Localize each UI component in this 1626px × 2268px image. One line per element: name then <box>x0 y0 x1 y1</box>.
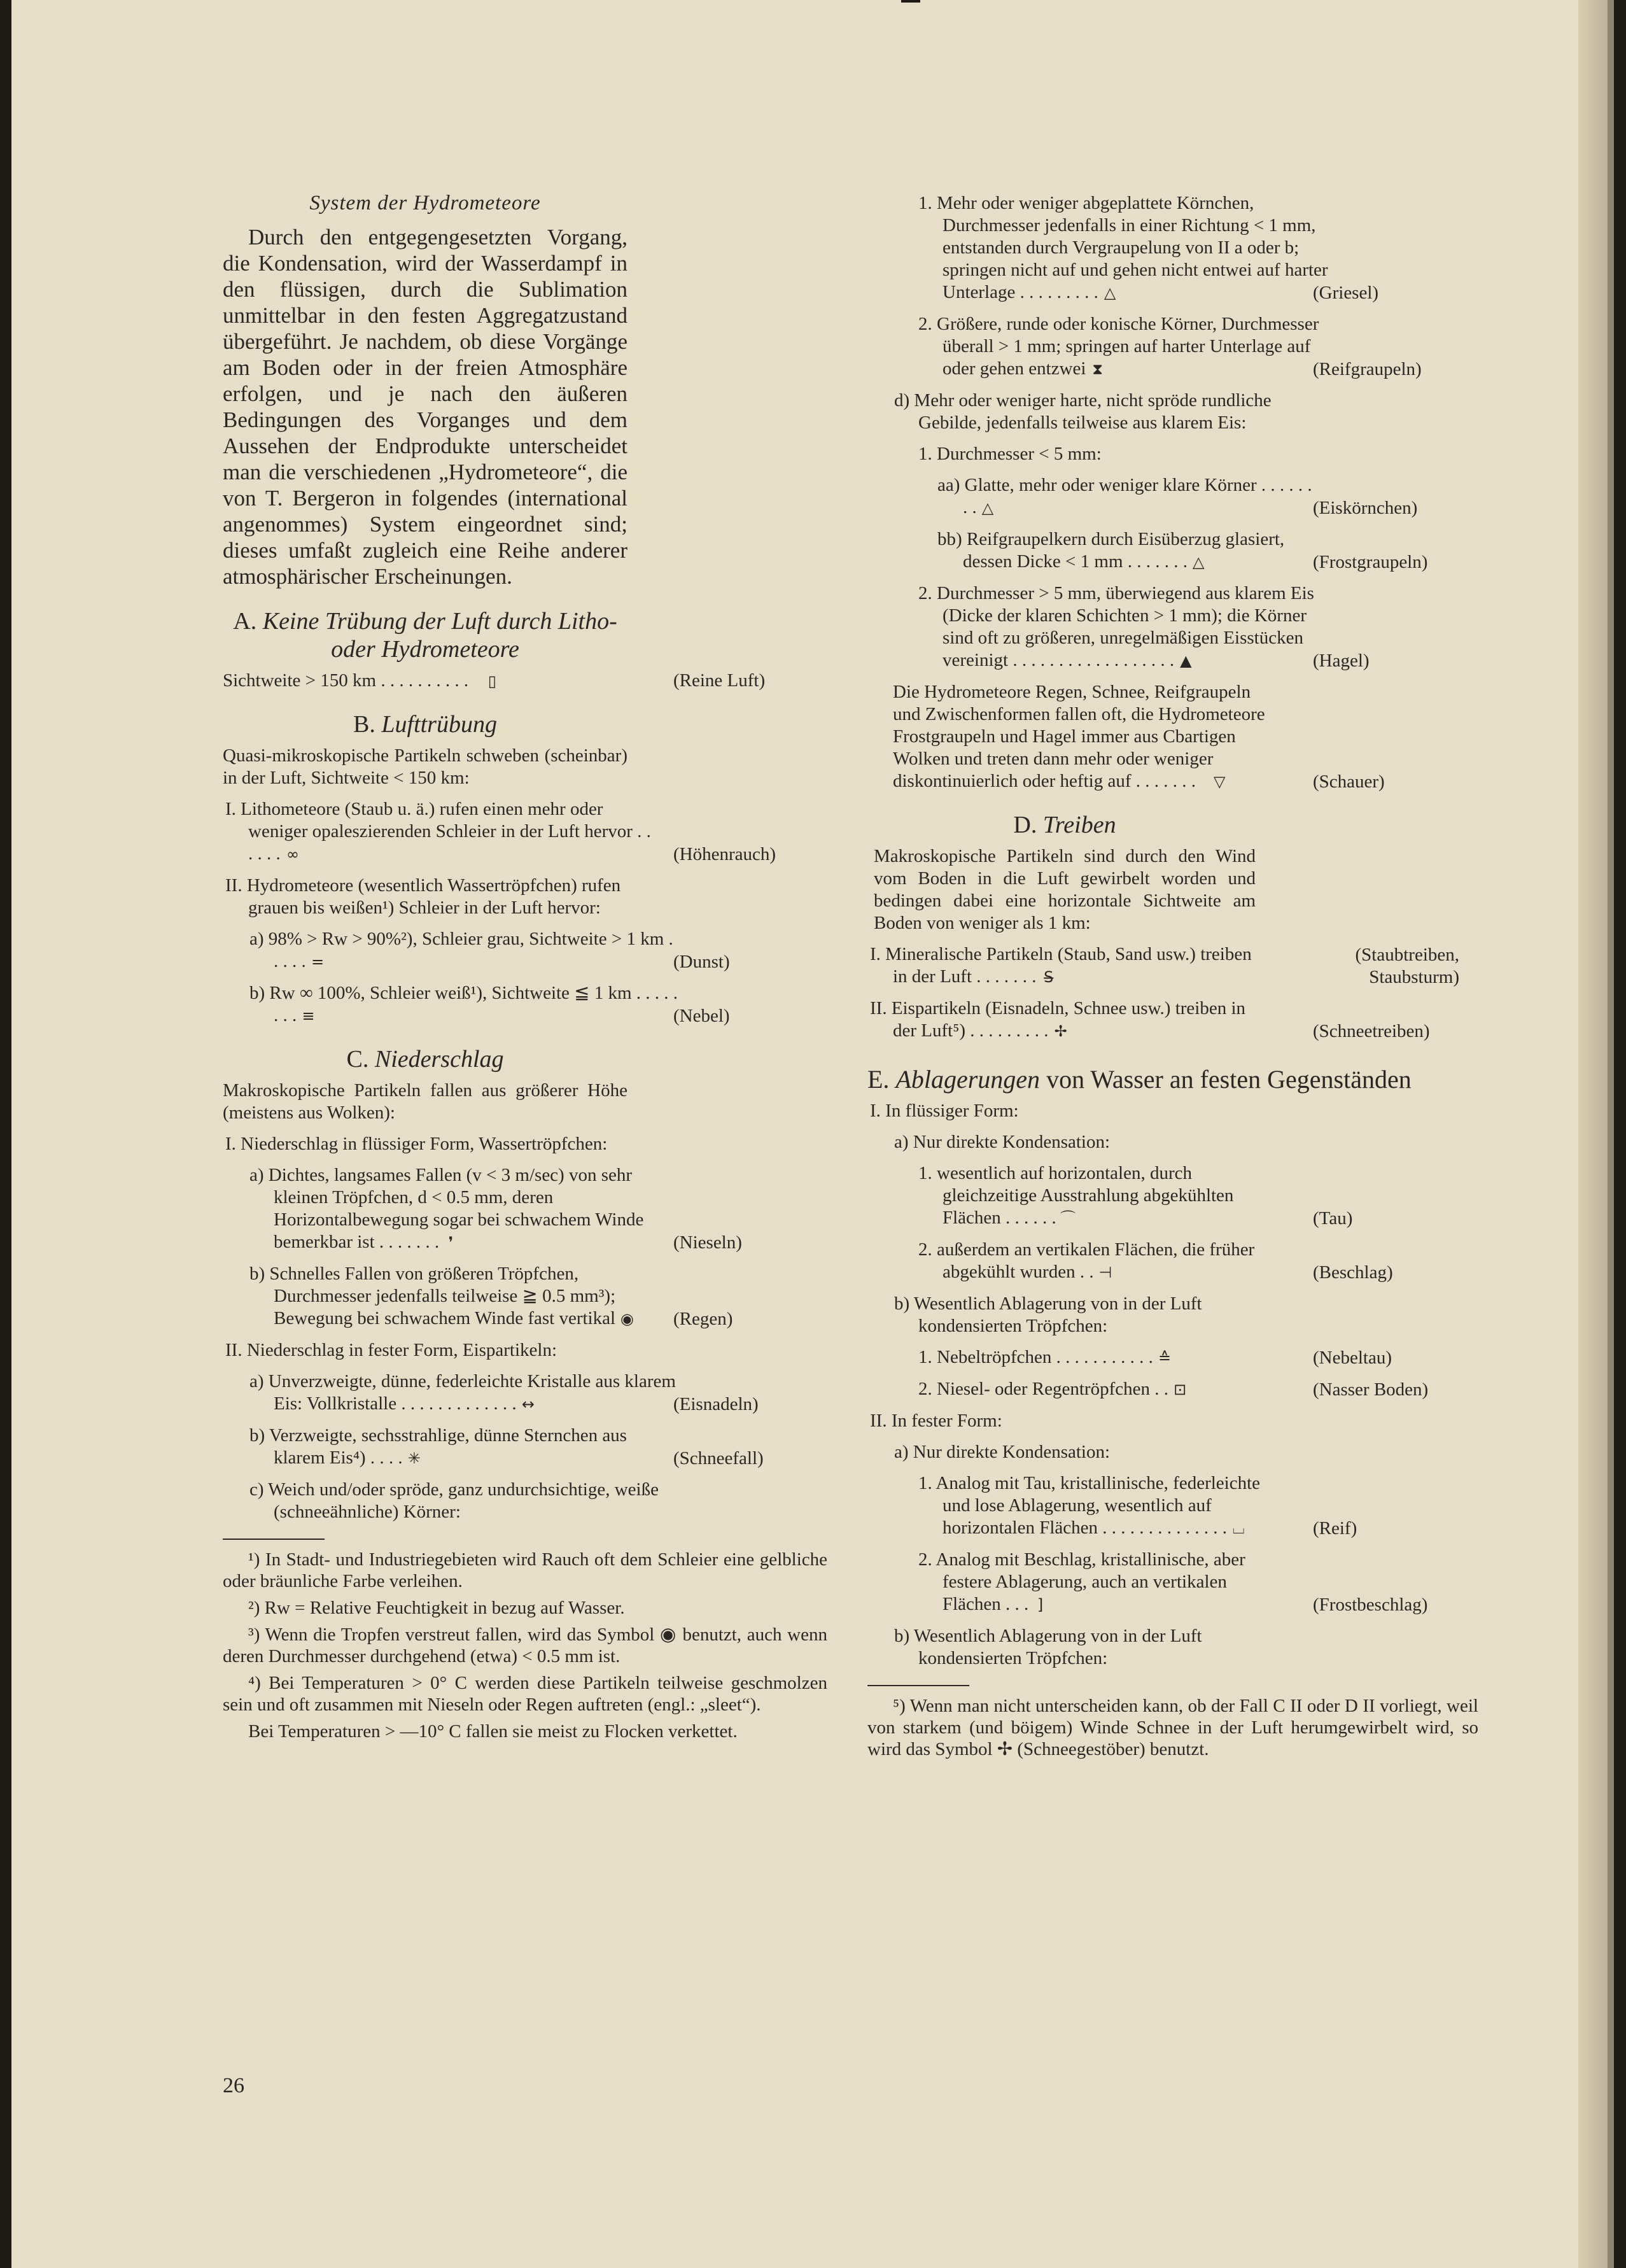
reif-symbol-icon: ⌴ <box>1232 1519 1245 1537</box>
entry-text: b) Rw ∞ 100%, Schleier weiß¹), Sichtweite ≦ 1 km . . . . . . . . <box>249 983 678 1025</box>
entry-schneefall <box>223 1425 764 1470</box>
section-d-heading <box>867 811 1262 839</box>
reine-luft-symbol-icon: ▯ <box>487 672 496 690</box>
entry-label: (Reifgraupeln) <box>1313 359 1422 379</box>
entry-e-fest-kondensation: a) Nur direkte Kondensation: <box>894 1442 1111 1462</box>
entry-e-fluessig-kondensation: a) Nur direkte Kondensation: <box>894 1132 1111 1152</box>
entry-label: (Schneefall) <box>673 1448 764 1469</box>
left-column <box>223 191 827 1747</box>
entry-text: 2. Durchmesser > 5 mm, überwiegend aus klarem Eis (Dicke der klaren Schichten > 1 mm); die Körner sind oft zu größeren, unregelmäßigen Eisstücken vereinigt . . . . . . . . . . . . . . . . . . <box>918 583 1314 670</box>
section-d-title: Treiben <box>1042 812 1116 838</box>
entry-schneetreiben <box>867 997 1430 1043</box>
entry-e-ablagerung-tropfen: b) Wesentlich Ablagerung von in der Luft kondensierten Tröpfchen: <box>894 1293 1202 1336</box>
entry-beschlag <box>867 1239 1393 1284</box>
entry-text: Die Hydrometeore Regen, Schnee, Reifgraupeln und Zwischenformen fallen oft, die Hydrometeore Frostgraupeln und Hagel immer aus Cbartigen Wolken und treten dann mehr oder weniger diskontinuierlich oder heftig auf . . . . . . . <box>893 682 1265 791</box>
section-e-title-rest: von Wasser an festen Gegenständen <box>1046 1065 1412 1094</box>
entry-staubtreiben <box>867 943 1459 989</box>
page-title: System der Hydrometeore <box>309 192 541 215</box>
section-b-title: Lufttrübung <box>381 711 497 738</box>
section-d-intro: Makroskopische Partikeln sind durch den Wind vom Boden in die Luft gewirbelt worden und bedingen dabei eine horizontale Sichtweite am Boden von weniger als 1 km: <box>874 846 1256 933</box>
edge-mark <box>901 0 920 3</box>
entry-nasser-boden <box>867 1378 1429 1401</box>
entry-schauer <box>867 681 1385 793</box>
eisnadeln-symbol-icon: ↔ <box>521 1395 535 1413</box>
entry-text: I. Lithometeore (Staub u. ä.) rufen einen mehr oder weniger opaleszierenden Schleier in der Luft hervor . . . . . . <box>225 799 651 864</box>
entry-text: I. Mineralische Partikeln (Staub, Sand usw.) treiben in der Luft . . . . . . . <box>870 944 1252 987</box>
section-d-letter: D. <box>1013 812 1037 838</box>
entry-label: (Beschlag) <box>1313 1262 1393 1283</box>
entry-text: b) Verzweigte, sechsstrahlige, dünne Sternchen aus klarem Eis⁴) . . . . <box>249 1425 627 1468</box>
entry-text: a) 98% > Rw > 90%²), Schleier grau, Sichtweite > 1 km . . . . . <box>249 929 673 971</box>
frostbeschlag-symbol-icon: ] <box>1037 1596 1044 1614</box>
section-b-heading <box>223 710 627 738</box>
entry-hoehenrauch <box>223 798 776 866</box>
entry-text: 2. Größere, runde oder konische Körner, Durchmesser überall > 1 mm; springen auf harter Unterlage auf oder gehen entzwei <box>918 314 1319 379</box>
entry-harte-gebilde: d) Mehr oder weniger harte, nicht spröde rundliche Gebilde, jedenfalls teilweise aus klarem Eis: <box>894 390 1272 433</box>
nasser-boden-symbol-icon: ⊡ <box>1174 1381 1187 1398</box>
entry-text: b) Schnelles Fallen von größeren Tröpfchen, Durchmesser jedenfalls teilweise ≧ 0.5 mm³); Bewegung bei schwachem Winde fast vertikal <box>249 1264 616 1328</box>
schauer-symbol-icon: ▽ <box>1214 773 1226 791</box>
entry-text: 2. Analog mit Beschlag, kristallinische, aber festere Ablagerung, auch an vertikalen Flächen . . . <box>918 1549 1245 1614</box>
entry-durchmesser-klein: 1. Durchmesser < 5 mm: <box>918 444 1102 464</box>
schneefall-symbol-icon: ✳ <box>407 1449 421 1467</box>
hoehenrauch-symbol-icon: ∞ <box>286 845 299 863</box>
beschlag-symbol-icon: ⊣ <box>1098 1264 1112 1281</box>
entry-label: (Frostgraupeln) <box>1313 552 1428 572</box>
entry-label: (Griesel) <box>1313 283 1379 303</box>
entry-text: a) Unverzweigte, dünne, federleichte Kristalle aus klarem Eis: Vollkristalle . . . . . . . . . . . . . <box>249 1371 676 1414</box>
entry-reifgraupeln <box>867 313 1422 381</box>
section-e-heading <box>867 1066 1478 1094</box>
dunst-symbol-icon: = <box>311 953 325 971</box>
entry-label: (Höhenrauch) <box>673 844 776 864</box>
entry-e-fest-ablagerung: b) Wesentlich Ablagerung von in der Luft kondensierten Tröpfchen: <box>894 1626 1202 1668</box>
entry-text: bb) Reifgraupelkern durch Eisüberzug glasiert, dessen Dicke < 1 mm . . . . . . . <box>937 529 1285 572</box>
entry-tau <box>867 1162 1353 1230</box>
hagel-symbol-icon: ▲ <box>1180 652 1192 670</box>
entry-frostgraupeln <box>867 528 1428 574</box>
document-page <box>11 0 1602 2268</box>
section-c-letter: C. <box>346 1046 369 1073</box>
entry-label: (Nebeltau) <box>1313 1348 1392 1368</box>
eiskoernchen-symbol-icon: △ <box>981 499 994 517</box>
right-column <box>867 191 1478 1765</box>
entry-frostbeschlag <box>867 1549 1428 1616</box>
entry-label: (Reine Luft) <box>673 670 766 691</box>
footnote-2: ²) Rw = Relative Feuchtigkeit in bezug auf Wasser. <box>248 1598 625 1618</box>
entry-label: (Staubtreiben, Staubsturm) <box>1355 945 1459 987</box>
entry-text: 1. Mehr oder weniger abgeplattete Körnchen, Durchmesser jedenfalls in einer Richtung < 1 mm, entstanden durch Vergraupelung von II a oder b; springen nicht auf und gehen nicht entwei auf harter Unterlage . . . . . . . . . <box>918 193 1328 302</box>
entry-label: (Schneetreiben) <box>1313 1021 1430 1041</box>
nebeltau-symbol-icon: ≙ <box>1158 1349 1172 1367</box>
entry-nebeltau <box>867 1346 1392 1369</box>
section-a-letter: A. <box>233 608 257 635</box>
regen-symbol-icon: ◉ <box>620 1310 634 1328</box>
entry-label: (Schauer) <box>1313 771 1385 792</box>
entry-eisnadeln <box>223 1370 759 1416</box>
entry-text: Sichtweite > 150 km . . . . . . . . . . <box>223 670 469 691</box>
schneetreiben-symbol-icon: ✢ <box>1054 1022 1067 1040</box>
entry-label: (Regen) <box>673 1309 733 1329</box>
entry-label: (Nebel) <box>673 1006 730 1026</box>
entry-hydrometeore: II. Hydrometeore (wesentlich Wassertröpfchen) rufen grauen bis weißen¹) Schleier in der Luft hervor: <box>225 875 621 918</box>
entry-label: (Nasser Boden) <box>1313 1379 1429 1400</box>
entry-label: (Nieseln) <box>673 1232 742 1253</box>
entry-eiskoernchen <box>867 474 1418 519</box>
page-fold <box>1608 0 1614 2268</box>
page-number: 26 <box>223 2074 244 2097</box>
entry-fluessig: I. Niederschlag in flüssiger Form, Wassertröpfchen: <box>225 1134 608 1154</box>
footnote-4: ⁴) Bei Temperaturen > 0° C werden diese Partikeln teilweise geschmolzen sein und oft zusammen mit Nieseln oder Regen auftreten (engl.: „sleet“). <box>223 1673 827 1715</box>
intro-paragraph: Durch den entgegengesetzten Vorgang, die Kondensation, wird der Wasserdampf in den flüssigen, durch die Sublimation unmittelbar in den festen Aggregatzustand übergeführt. Je nachdem, ob diese Vorgänge am Boden oder in der freien Atmosphäre erfolgen, und je nach den äußeren Bedingungen des Vorganges und dem Aussehen der Endprodukte unterscheidet man die verschiedenen „Hydrometeore“, die von T. Bergeron in folgendes (international angenommes) System eingeordnet sind; dieses umfaßt zugleich eine Reihe anderer atmosphärischer Erscheinungen. <box>223 225 627 589</box>
entry-text: 2. Niesel- oder Regentröpfchen . . <box>918 1379 1168 1399</box>
footnote-4-continued: Bei Temperaturen > —10° C fallen sie meist zu Flocken verkettet. <box>248 1721 738 1742</box>
footnote-3: ³) Wenn die Tropfen verstreut fallen, wird das Symbol ◉ benutzt, auch wenn deren Durchmesser durchgehend (etwa) < 0.5 mm ist. <box>223 1624 827 1666</box>
nebel-symbol-icon: ≡ <box>302 1007 315 1025</box>
entry-label: (Hagel) <box>1313 651 1370 671</box>
entry-nieseln <box>223 1164 742 1254</box>
entry-label: (Dunst) <box>673 952 730 972</box>
frostgraupeln-symbol-icon: △ <box>1193 553 1205 571</box>
entry-regen <box>223 1263 733 1330</box>
section-e-letter: E. <box>867 1065 890 1094</box>
section-a-title: Keine Trübung der Luft durch Litho- oder Hydrometeore <box>262 608 617 663</box>
footnote-divider-right <box>867 1685 969 1686</box>
section-b-intro: Quasi-mikroskopische Partikeln schweben (scheinbar) in der Luft, Sichtweite < 150 km: <box>223 745 627 788</box>
nieseln-symbol-icon: ❜ <box>448 1234 454 1251</box>
entry-griesel <box>867 192 1379 304</box>
entry-fest: II. Niederschlag in fester Form, Eispartikeln: <box>225 1340 557 1360</box>
section-b-letter: B. <box>353 711 375 738</box>
footnote-divider <box>223 1539 325 1540</box>
entry-dunst <box>223 928 730 973</box>
entry-text: a) Dichtes, langsames Fallen (v < 3 m/sec) von sehr kleinen Tröpfchen, d < 0.5 mm, deren Horizontalbewegung sogar bei schwachem Winde bemerkbar ist . . . . . . . <box>249 1165 644 1252</box>
entry-text: 1. Analog mit Tau, kristallinische, federleichte und lose Ablagerung, wesentlich auf horizontalen Flächen . . . . . . . . . . . . . . <box>918 1473 1261 1538</box>
section-c-intro: Makroskopische Partikeln fallen aus größerer Höhe (meistens aus Wolken): <box>223 1080 627 1123</box>
entry-label: (Reif) <box>1313 1518 1357 1539</box>
section-c-title: Niederschlag <box>374 1046 504 1073</box>
entry-weiche-koerner: c) Weich und/oder spröde, ganz undurchsichtige, weiße (schneeähnliche) Körner: <box>249 1479 659 1522</box>
entry-text: II. Eispartikeln (Eisnadeln, Schnee usw.) treiben in der Luft⁵) . . . . . . . . . <box>870 998 1246 1041</box>
entry-reine-luft <box>223 670 766 693</box>
footnote-1: ¹) In Stadt- und Industriegebieten wird Rauch oft dem Schleier eine gelbliche oder bräunliche Farbe verleihen. <box>223 1549 827 1591</box>
entry-label: (Frostbeschlag) <box>1313 1595 1428 1615</box>
entry-text: 1. wesentlich auf horizontalen, durch gleichzeitige Ausstrahlung abgekühlten Flächen . . . . . . <box>918 1163 1234 1228</box>
tau-symbol-icon: ⌒ <box>1060 1209 1076 1227</box>
section-e-title-italic: Ablagerungen <box>895 1065 1041 1094</box>
entry-label: (Tau) <box>1313 1208 1353 1229</box>
section-c-heading <box>223 1045 627 1073</box>
entry-hagel <box>867 582 1370 672</box>
entry-label: (Eiskörnchen) <box>1313 498 1418 518</box>
griesel-symbol-icon: △ <box>1104 284 1116 302</box>
entry-e-fest: II. In fester Form: <box>870 1411 1002 1431</box>
entry-label: (Eisnadeln) <box>673 1394 759 1414</box>
section-a-heading <box>223 607 627 663</box>
entry-nebel <box>223 982 730 1027</box>
reifgraupeln-symbol-icon: ⧗ <box>1092 360 1104 378</box>
footnote-5: ⁵) Wenn man nicht unterscheiden kann, ob der Fall C II oder D II vorliegt, weil von starkem (und böigem) Winde Schnee in der Luft herumgewirbelt wird, so wird das Symbol ✢ (Schneegestöber) benutzt. <box>867 1696 1478 1759</box>
entry-text: 1. Nebeltröpfchen . . . . . . . . . . . <box>918 1347 1153 1367</box>
staubtreiben-symbol-icon: S̶ <box>1044 968 1054 986</box>
entry-text: aa) Glatte, mehr oder weniger klare Körner . . . . . . . . <box>937 475 1312 518</box>
entry-e-fluessig: I. In flüssiger Form: <box>870 1101 1019 1121</box>
entry-text: 2. außerdem an vertikalen Flächen, die früher abgekühlt wurden . . <box>918 1239 1255 1282</box>
entry-reif <box>867 1472 1357 1540</box>
